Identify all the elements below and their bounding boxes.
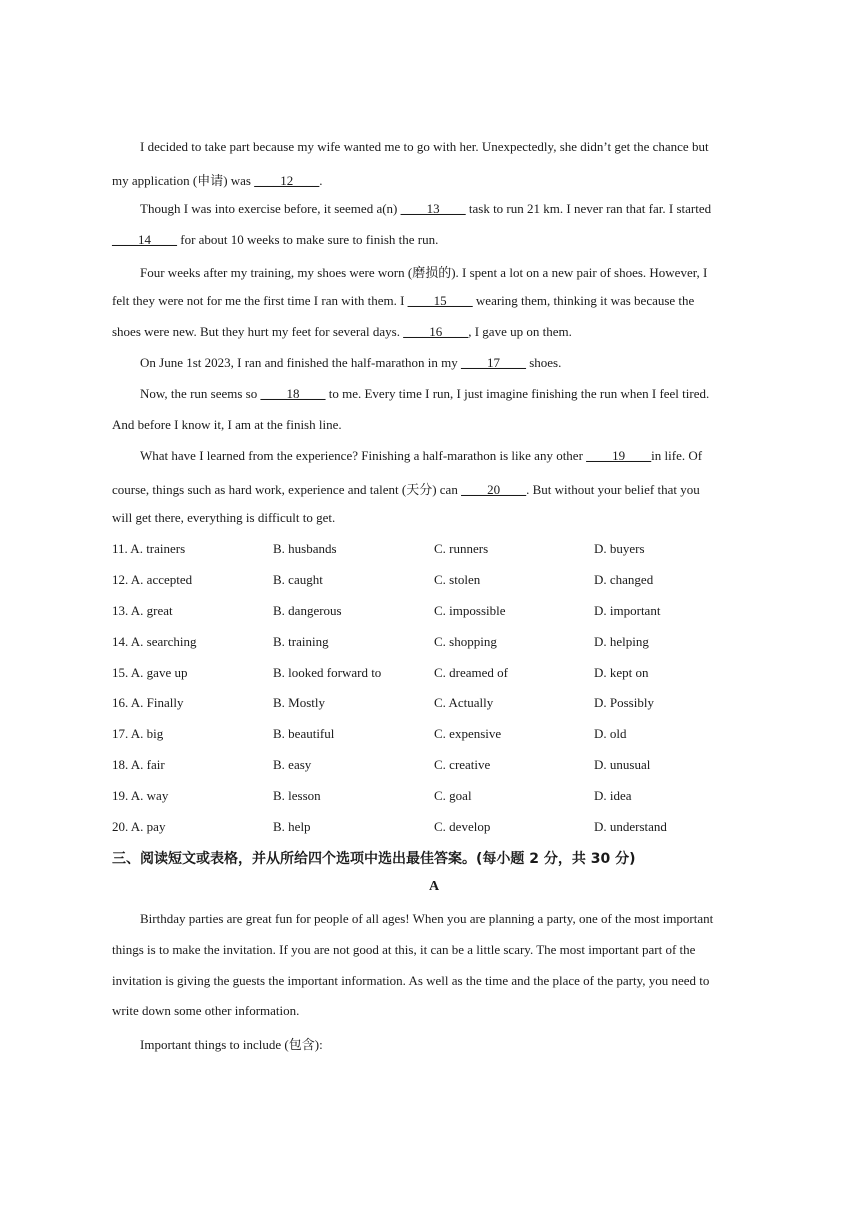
passage-line [140,201,711,217]
text: to me. Every time I run, I just imagine finishing the run when I feel tired. [325,386,710,401]
option-c[interactable]: C. expensive [434,726,502,741]
option-c[interactable]: C. stolen [434,572,481,587]
passage-line [112,417,342,433]
option-d[interactable]: D. understand [594,819,667,834]
option-row-18 [112,757,792,777]
text: . But without your belief that you [526,482,700,497]
option-row-11 [112,541,792,561]
text: for about 10 weeks to make sure to finish the run. [177,232,439,247]
option-c[interactable]: C. Actually [434,695,494,710]
option-d[interactable]: D. changed [594,572,654,587]
option-d[interactable]: D. unusual [594,757,651,772]
blank-12: ____12____ [254,173,320,188]
passage-line [140,386,709,402]
passage-line [112,232,438,248]
option-c[interactable]: C. shopping [434,634,497,649]
option-b[interactable]: B. help [273,819,311,834]
option-a[interactable]: 19. A. way [112,788,169,803]
text: Important things to include (包含): [140,1037,323,1052]
blank-20: ____20____ [461,482,527,497]
option-c[interactable]: C. dreamed of [434,665,509,680]
passage-letter: A [428,879,440,894]
option-a[interactable]: 11. A. trainers [112,541,186,556]
text: shoes. [525,355,562,370]
passage-line [112,973,709,989]
option-a[interactable]: 15. A. gave up [112,665,188,680]
text: in life. Of [651,448,703,463]
text: On June 1st 2023, I ran and finished the half-marathon in my [140,355,461,370]
option-a[interactable]: 17. A. big [112,726,164,741]
option-b[interactable]: B. husbands [273,541,337,556]
text: wearing them, thinking it was because the [472,293,695,308]
text: What have I learned from the experience? Finishing a half-marathon is like any other [140,448,587,463]
passage-line [112,942,695,958]
text: I decided to take part because my wife wanted me to go with her. Unexpectedly, she didn’t get the chance but [140,139,709,154]
option-d[interactable]: D. idea [594,788,632,803]
text: course, things such as hard work, experience and talent (天分) can [112,482,462,497]
text: And before I know it, I am at the finish line. [112,417,342,432]
option-c[interactable]: C. goal [434,788,472,803]
blank-15: ____15____ [407,293,473,308]
blank-19: ____19____ [586,448,652,463]
option-d[interactable]: D. important [594,603,661,618]
option-row-15 [112,665,792,685]
text: Now, the run seems so [140,386,261,401]
passage-line [112,1003,299,1019]
text: write down some other information. [112,1003,300,1018]
blank-13: ____13____ [400,201,466,216]
option-row-13 [112,603,792,623]
passage-line [112,170,323,189]
passage-line [140,911,713,927]
text: , I gave up on them. [468,324,572,339]
option-a[interactable]: 20. A. pay [112,819,166,834]
option-c[interactable]: C. develop [434,819,491,834]
option-b[interactable]: B. dangerous [273,603,342,618]
option-c[interactable]: C. impossible [434,603,506,618]
option-d[interactable]: D. kept on [594,665,649,680]
option-row-14 [112,634,792,654]
blank-16: ____16____ [403,324,469,339]
option-row-19 [112,788,792,808]
option-a[interactable]: 13. A. great [112,603,173,618]
option-d[interactable]: D. Possibly [594,695,654,710]
text: invitation is giving the guests the important information. As well as the time and the place of the party, you need to [112,973,710,988]
passage-line [140,139,709,155]
option-b[interactable]: B. lesson [273,788,321,803]
passage-line [140,262,707,281]
option-b[interactable]: B. training [273,634,329,649]
option-b[interactable]: B. looked forward to [273,665,382,680]
option-d[interactable]: D. old [594,726,627,741]
option-a[interactable]: 12. A. accepted [112,572,193,587]
option-a[interactable]: 14. A. searching [112,634,197,649]
option-a[interactable]: 18. A. fair [112,757,165,772]
text: things is to make the invitation. If you are not good at this, it can be a little scary. The most important part of the [112,942,696,957]
option-b[interactable]: B. beautiful [273,726,335,741]
blank-17: ____17____ [460,355,526,370]
text: Four weeks after my training, my shoes were worn (磨损的). I spent a lot on a new pair of shoes. However, I [140,265,708,280]
text: Though I was into exercise before, it seemed a(n) [140,201,401,216]
passage-line [140,355,561,371]
option-c[interactable]: C. runners [434,541,489,556]
option-row-16 [112,695,792,715]
blank-14: ____14____ [112,232,177,247]
option-row-12 [112,572,792,592]
option-b[interactable]: B. easy [273,757,312,772]
option-a[interactable]: 16. A. Finally [112,695,184,710]
text: . [319,173,323,188]
text: felt they were not for me the first time I ran with them. I [112,293,408,308]
passage-line [112,324,572,340]
option-b[interactable]: B. caught [273,572,323,587]
passage-line [112,510,335,526]
text: my application (申请) was [112,173,255,188]
text: shoes were new. But they hurt my feet for several days. [112,324,404,339]
option-row-20 [112,819,792,839]
passage-line [140,448,702,464]
text: Birthday parties are great fun for people of all ages! When you are planning a party, one of the most important [140,911,714,926]
passage-line [140,1034,323,1053]
text: task to run 21 km. I never ran that far. I started [465,201,712,216]
option-d[interactable]: D. buyers [594,541,645,556]
option-c[interactable]: C. creative [434,757,491,772]
option-row-17 [112,726,792,746]
passage-line [112,293,694,309]
blank-18: ____18____ [260,386,326,401]
section-title: 三、阅读短文或表格，并从所给四个选项中选出最佳答案。(每小题 2 分，共 30 分) [112,851,636,867]
option-d[interactable]: D. helping [594,634,649,649]
text: will get there, everything is difficult to get. [112,510,336,525]
option-b[interactable]: B. Mostly [273,695,326,710]
passage-line [112,479,700,498]
